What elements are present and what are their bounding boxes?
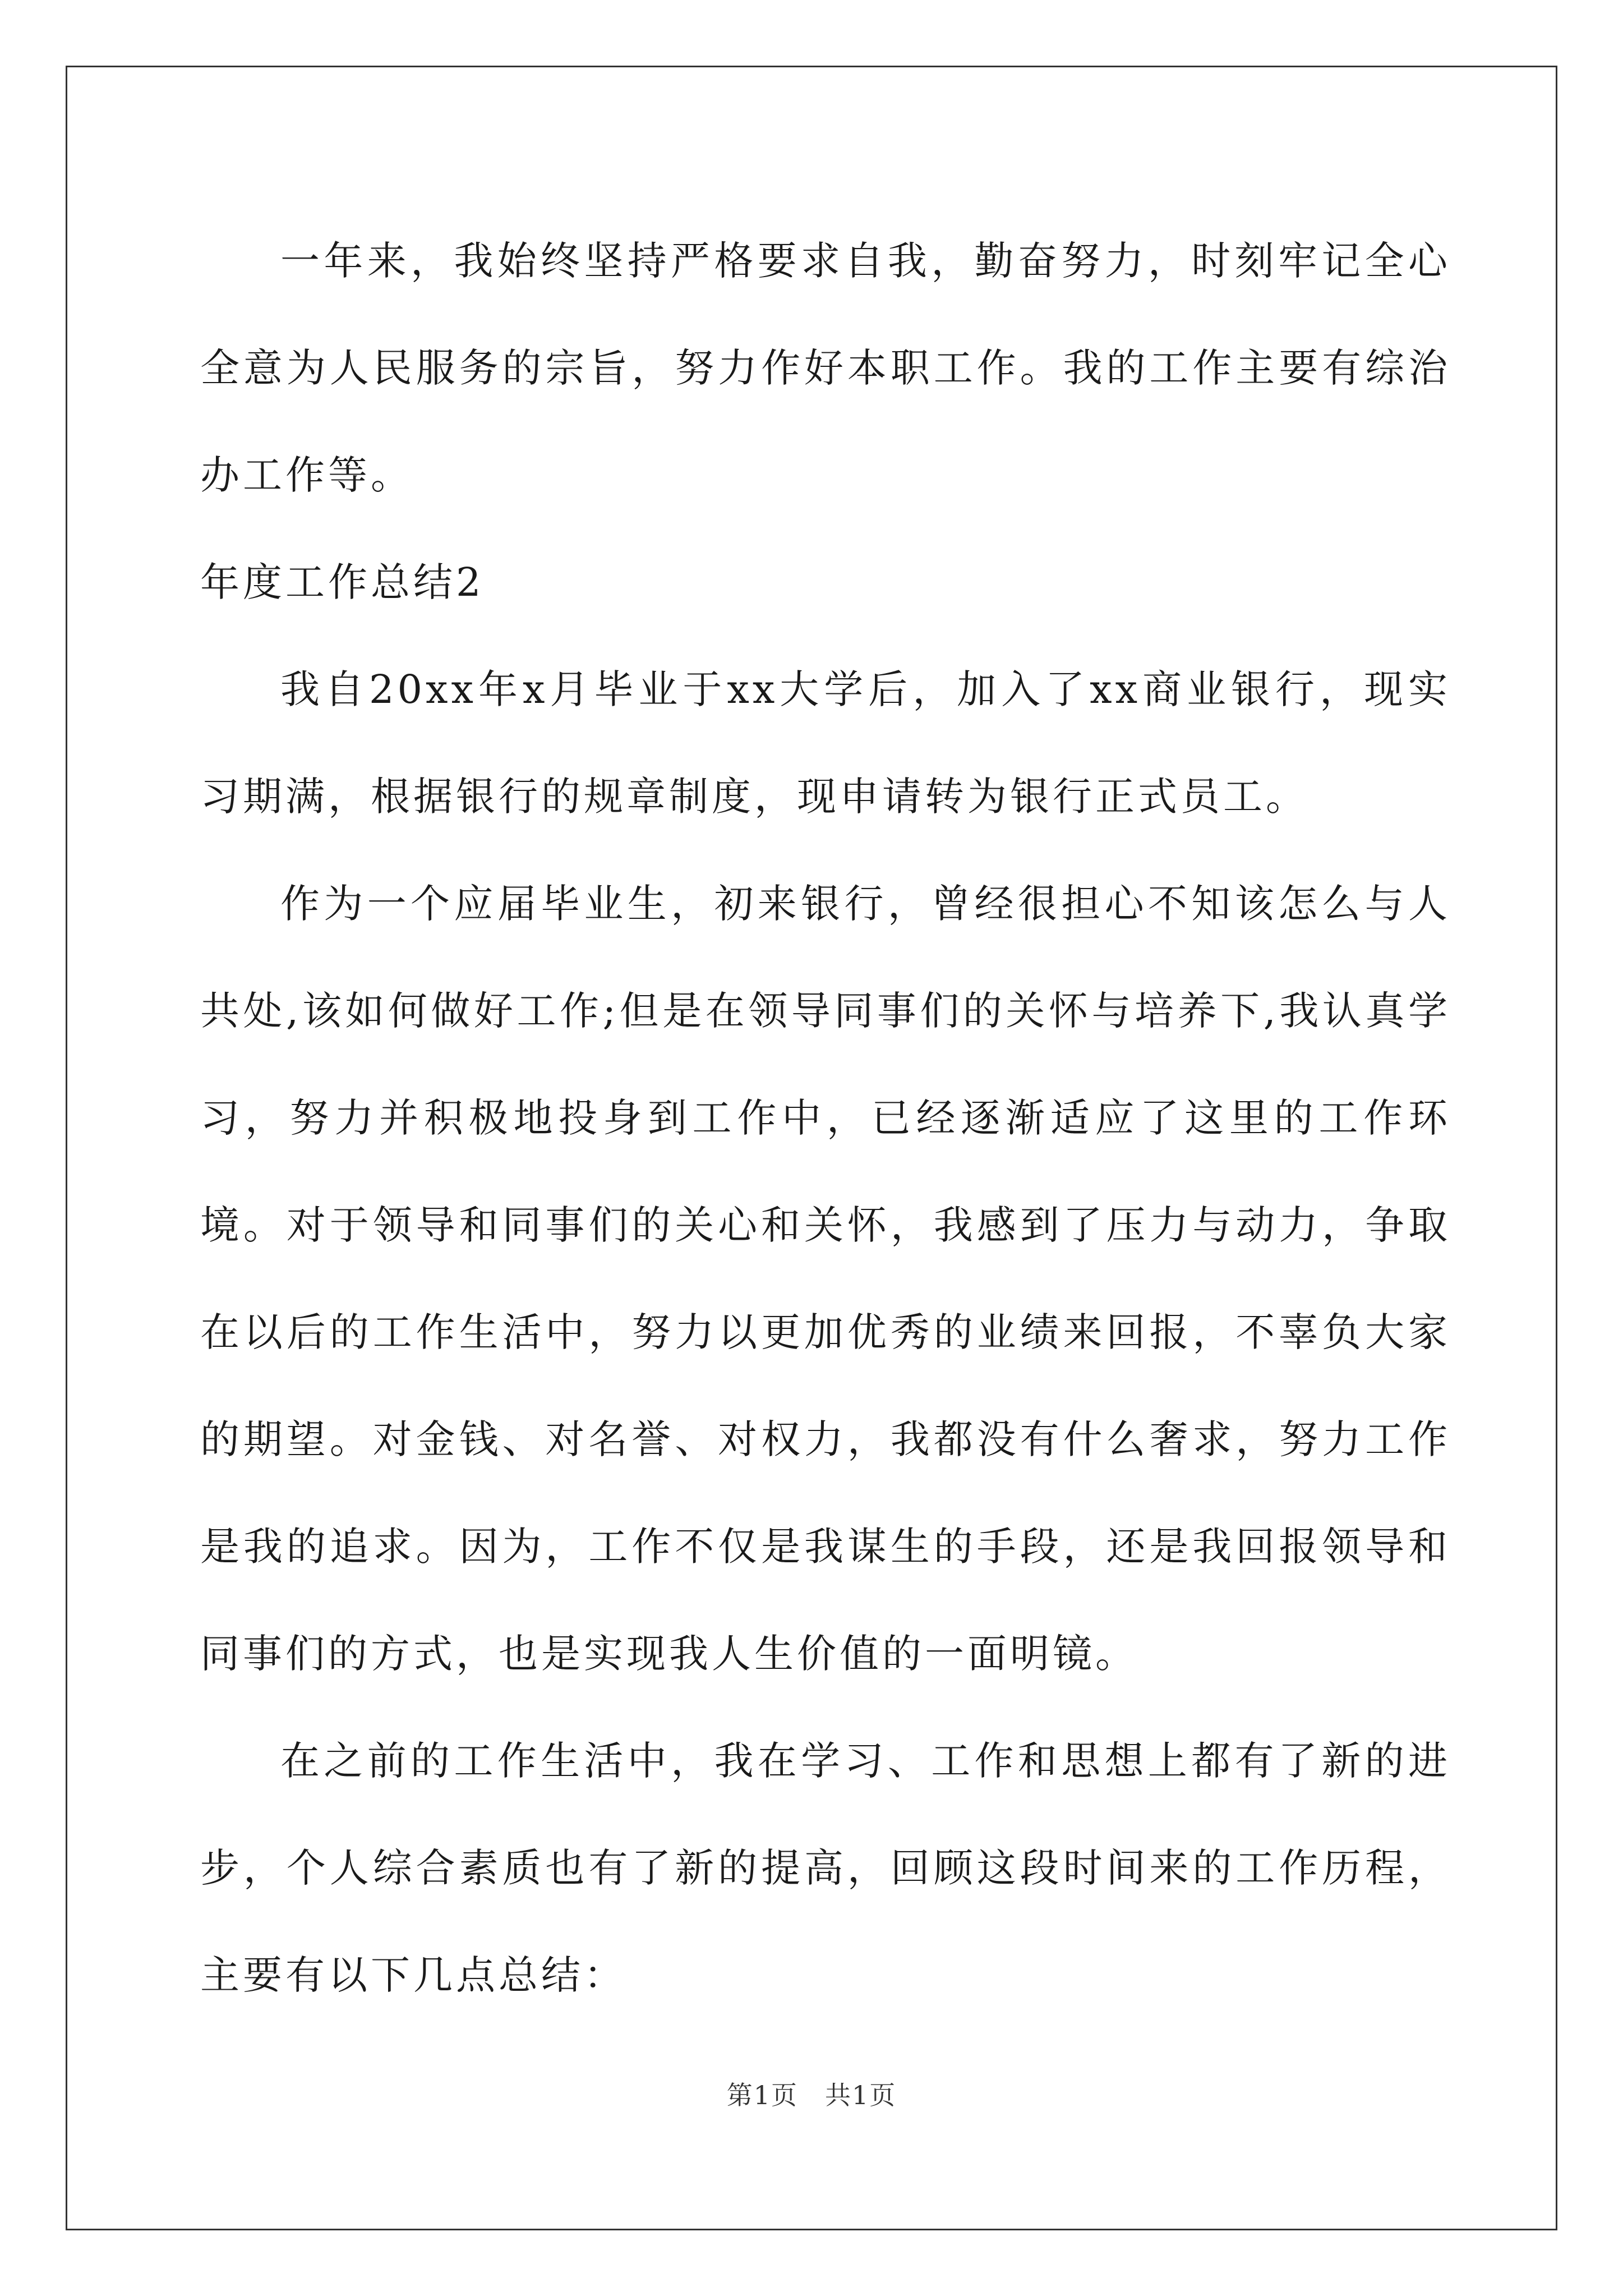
paragraph-3: 在之前的工作生活中，我在学习、工作和思想上都有了新的进步，个人综合素质也有了新的提高，回顾这段时间来的工作历程，主要有以下几点总结： (200, 1738, 1451, 1998)
paragraph-intro: 一年来，我始终坚持严格要求自我，勤奋努力，时刻牢记全心全意为人民服务的宗旨，努力作好本职工作。我的工作主要有综治办工作等。 (200, 238, 1451, 498)
page-footer: 第1页 共1页 (726, 2080, 897, 2110)
document-body (200, 208, 1451, 2029)
paragraph-2: 作为一个应届毕业生，初来银行，曾经很担心不知该怎么与人共处,该如何做好工作;但是在领导同事们的关怀与培养下,我认真学习，努力并积极地投身到工作中，已经逐渐适应了这里的工作环境。对于领导和同事们的关心和关怀，我感到了压力与动力，争取在以后的工作生活中，努力以更加优秀的业绩来回报，不辜负大家的期望。对金钱、对名誉、对权力，我都没有什么奢求，努力工作是我的追求。因为，工作不仅是我谋生的手段，还是我回报领导和同事们的方式，也是实现我人生价值的一面明镜。 (200, 881, 1451, 1677)
paragraph-1: 我自20xx年x月毕业于xx大学后，加入了xx商业银行，现实习期满，根据银行的规章制度，现申请转为银行正式员工。 (200, 666, 1451, 820)
section-heading: 年度工作总结2 (200, 559, 485, 605)
